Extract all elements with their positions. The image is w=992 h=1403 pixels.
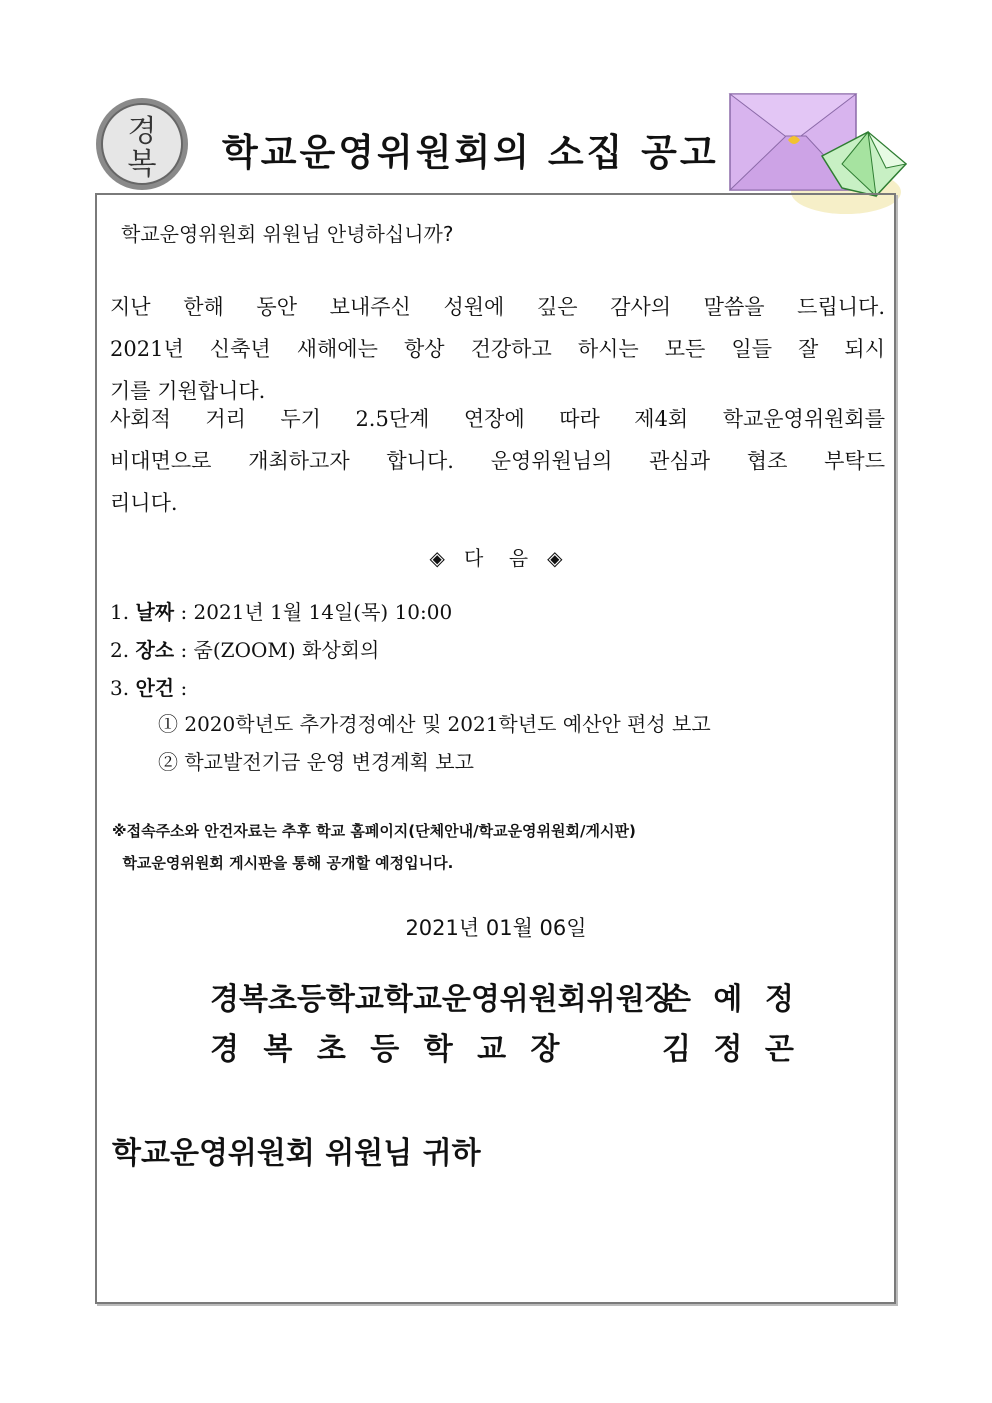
item-number: 2. <box>110 638 130 662</box>
agenda-item: ① 2020학년도 추가경정예산 및 2021학년도 예산안 편성 보고 <box>158 712 711 736</box>
item-label: 장소 <box>135 638 175 662</box>
item-label: 날짜 <box>135 600 175 624</box>
item-number: 3. <box>110 676 130 700</box>
item-number: 1. <box>110 600 130 624</box>
logo-text-bottom: 복 <box>127 147 157 182</box>
item-agenda <box>110 672 187 701</box>
school-logo <box>94 96 190 192</box>
note-line: ※접속주소와 안건자료는 추후 학교 홈페이지(단체안내/학교운영위원회/게시판) <box>112 822 636 840</box>
logo-text-top: 경 <box>127 114 157 149</box>
item-value: : 줌(ZOOM) 화상회의 <box>174 638 380 662</box>
paragraph-2-line: 사회적 거리 두기 2.5단계 연장에 따라 제4회 학교운영위원회를 <box>110 407 885 431</box>
paragraph-1-line: 기를 기원합니다. <box>110 379 266 403</box>
issue-date: 2021년 01월 06일 <box>405 916 587 940</box>
greeting: 학교운영위원회 위원님 안녕하십니까? <box>121 222 454 246</box>
paragraph-1-line: 지난 한해 동안 보내주신 성원에 깊은 감사의 말씀을 드립니다. <box>110 295 885 319</box>
item-label: 안건 <box>135 676 175 700</box>
signer-name: 김 정 곤 <box>662 1032 800 1067</box>
paragraph-2-line: 비대면으로 개최하고자 합니다. 운영위원님의 관심과 협조 부탁드 <box>110 449 885 473</box>
note-line: 학교운영위원회 게시판을 통해 공개할 예정입니다. <box>112 854 454 872</box>
signer-role: 경 복 초 등 학 교 장 <box>210 1032 560 1067</box>
paragraph-1-line: 2021년 신축년 새해에는 항상 건강하고 하시는 모든 일들 잘 되시 <box>110 337 885 361</box>
page-title: 학교운영위원회의 소집 공고 <box>222 131 719 174</box>
item-date <box>110 596 452 625</box>
paragraph-1 <box>110 286 885 412</box>
signer-role: 경복초등학교학교운영위원회위원장 <box>210 982 674 1017</box>
recipient: 학교운영위원회 위원님 귀하 <box>112 1136 481 1171</box>
item-place <box>110 634 379 663</box>
paragraph-2 <box>110 398 885 524</box>
item-value: : 2021년 1월 14일(목) 10:00 <box>174 600 453 624</box>
signer-name: 손 예 정 <box>662 982 800 1017</box>
next-heading: ◈ 다 음 ◈ <box>429 546 563 570</box>
agenda-item: ② 학교발전기금 운영 변경계획 보고 <box>158 750 474 774</box>
item-value: : <box>174 676 188 700</box>
paragraph-2-line: 리니다. <box>110 491 178 515</box>
